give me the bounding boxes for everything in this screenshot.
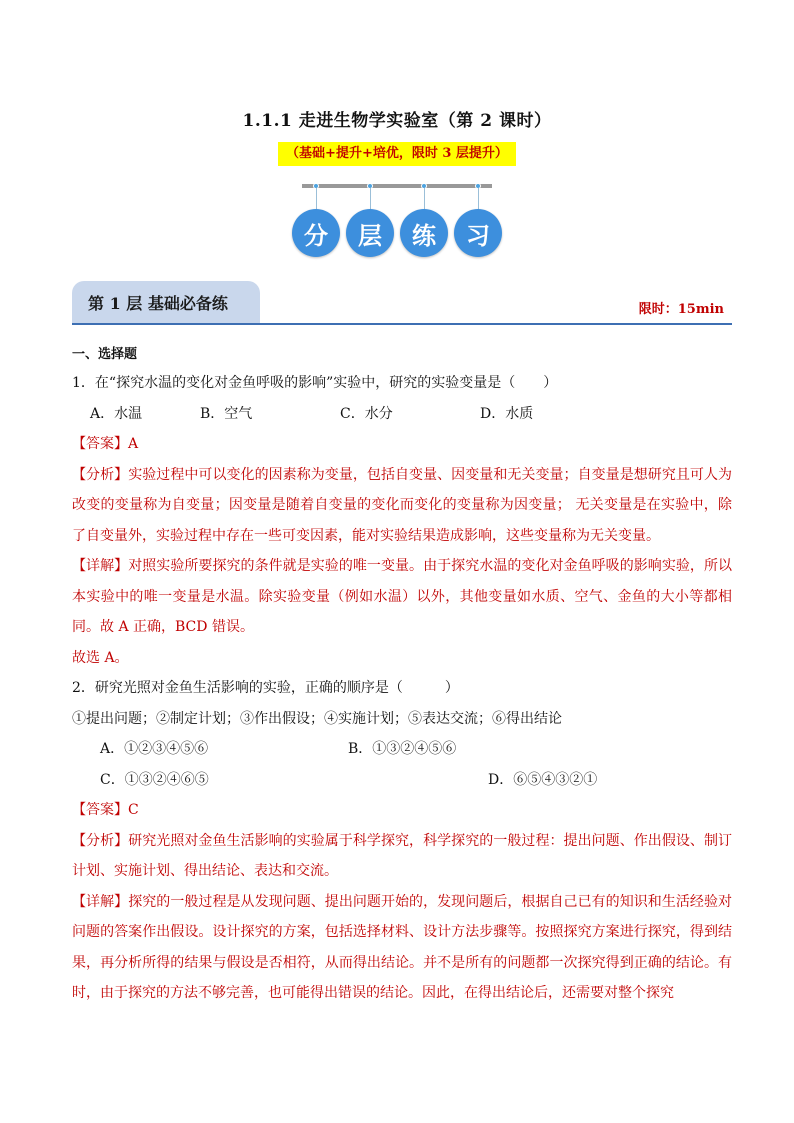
answer-value: A	[128, 436, 139, 452]
q1-option-d: D．水质	[480, 405, 534, 422]
q1-option-c: C．水分	[340, 405, 393, 422]
answer-value: C	[128, 802, 139, 818]
q2-stem: 2．研究光照对金鱼生活影响的实验，正确的顺序是（ ）	[72, 680, 459, 696]
detail-tag: 【详解】	[72, 558, 129, 574]
q2-options-row2	[72, 765, 732, 796]
badge-circle: 习	[454, 209, 502, 257]
level-divider	[72, 323, 732, 325]
badge-circle: 分	[292, 209, 340, 257]
decor-stem	[478, 188, 479, 210]
decor-stem	[424, 188, 425, 210]
q1-conclusion: 故选 A。	[72, 649, 129, 666]
q1-options	[72, 399, 732, 430]
level-tab: 第 1 层 基础必备练	[72, 281, 260, 323]
subtitle-wrap	[0, 142, 794, 166]
q1-option-b: B．空气	[200, 405, 253, 422]
section-title: 一、选择题	[72, 347, 138, 362]
q2-detail	[72, 887, 732, 1009]
q2-option-a: A．①②③④⑤⑥	[100, 741, 209, 757]
badge-circle: 层	[346, 209, 394, 257]
decor-bar	[302, 184, 492, 188]
q1-stem: 1．在“探究水温的变化对金鱼呼吸的影响”实验中，研究的实验变量是（ ）	[72, 375, 558, 391]
question-content	[72, 342, 732, 1009]
detail-text: 探究的一般过程是从发现问题、提出问题开始的，发现问题后，根据自己已有的知识和生活经验对问题的答案作出假设。设计探究的方案，包括选择材料、设计方法步骤等。按照探究方案进行探究，得到结果，再分析所得的结果与假设是否相符，从而得出结论。并不是所有的问题都一次探究得到正确的结论。有时，由于探究的方法不够完善，也可能得出错误的结论。因此，在得出结论后，还需要对整个探究	[72, 893, 733, 1001]
time-limit: 限时：15min	[638, 302, 724, 317]
badge-circle: 练	[400, 209, 448, 257]
answer-tag: 【答案】	[72, 802, 128, 818]
q1-detail	[72, 551, 732, 643]
q1-answer	[72, 429, 732, 460]
analysis-text: 研究光照对金鱼生活影响的实验属于科学探究，科学探究的一般过程：提出问题、作出假设、制订计划、实施计划、得出结论、表达和交流。	[72, 832, 733, 879]
q2-analysis	[72, 826, 732, 887]
analysis-text: 实验过程中可以变化的因素称为变量，包括自变量、因变量和无关变量；自变量是想研究且可人为改变的变量称为自变量；因变量是随着自变量的变化而变化的变量称为因变量； 无关变量是在实验中，除了自变量外，实验过程中存在一些可变因素，能对实验结果造成影响，这些变量称为无关变量。	[72, 466, 733, 544]
q1-option-a: A．水温	[90, 405, 143, 422]
q2-answer	[72, 795, 732, 826]
page-title: 1.1.1 走进生物学实验室（第 2 课时）	[242, 111, 552, 131]
answer-tag: 【答案】	[72, 436, 128, 452]
subtitle-highlight: （基础+提升+培优，限时 3 层提升）	[278, 142, 516, 166]
q2-option-b: B．①③②④⑤⑥	[348, 741, 457, 757]
analysis-tag: 【分析】	[72, 466, 129, 483]
q1-analysis	[72, 460, 732, 552]
decor-stem	[316, 188, 317, 210]
q2-option-d: D．⑥⑤④③②①	[488, 771, 598, 788]
q2-steps: ①提出问题；②制定计划；③作出假设；④实施计划；⑤表达交流；⑥得出结论	[72, 710, 562, 727]
detail-tag: 【详解】	[72, 893, 129, 910]
decor-stem	[370, 188, 371, 210]
q2-option-c: C．①③②④⑥⑤	[100, 771, 209, 788]
q2-options-row1	[72, 734, 732, 765]
analysis-tag: 【分析】	[72, 832, 129, 849]
detail-text: 对照实验所要探究的条件就是实验的唯一变量。由于探究水温的变化对金鱼呼吸的影响实验，所以本实验中的唯一变量是水温。除实验变量（例如水温）以外，其他变量如水质、空气、金鱼的大小等都相同。故 A 正确，BCD 错误。	[72, 558, 733, 635]
